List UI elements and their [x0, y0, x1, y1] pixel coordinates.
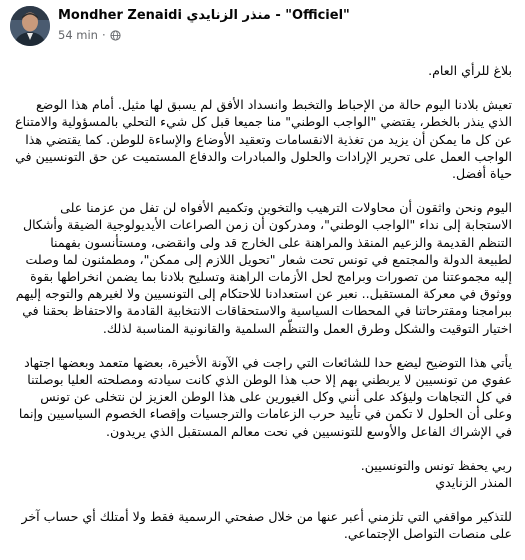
paragraph-4: للتذكير مواقفي التي تلزمني أعبر عنها من خلال صفحتي الرسمية فقط ولا أمتلك أي حساب آخر على منصات التواصل الإجتماعي.: [21, 509, 512, 542]
post-title: بلاغ للرأي العام.: [428, 63, 512, 78]
paragraph-2: اليوم ونحن واثقون أن محاولات الترهيب والتخوين وتكميم الأفواه لن تفل من عزمنا على الاستجابة إلى نداء "الواجب الوطني"، ومدركون أن زمن الصراعات الأيديولوجية الضيقة وأشكال التنظم القديمة والزعيم المنقذ والمراهنة على الخارج قد ولى وانقضى، ومستأنسون بفهمنا لطبيعة الدولة والمجتمع في تونس تحت شعار "تحويل اللازم إلى ممكن"، ومطمئنون لما وصلت إليه مجموعتنا من تصورات وبرامج لحل الأزمات الراهنة وتسليح بلادنا بما يضمن انخراطها بقوة ووثوق في معركة المستقبل.. نعبر عن استعدادنا للاحتكام إلى التونسيين ولا لغيرهم والتوجه إليهم ببرامجنا ومقترحاتنا في المحطات السياسية والاستحقاقات الانتخابية القادمة والاحتفاظ بحقنا في اختيار التوقيت والشكل وطرق العمل والتنظّم السلمية والقانونية المناسبة لذلك.: [15, 200, 512, 336]
meta-separator: ·: [101, 28, 106, 42]
closing-signature: المنذر الزنايدي: [435, 475, 512, 491]
post-header: [10, 6, 515, 46]
closing-prayer: ربي يحفظ تونس والتونسيين.: [360, 457, 512, 473]
paragraph-3: يأتي هذا التوضيح ليضع حدا للشائعات التي راجت في الآونة الأخيرة، بعضها متعمد وبعضها اجتهاد عفوي من تونسيين لا يربطني بهم إلا حب هذا الوطن الذي كانت سيادته ومصلحته العليا بوصلتنا في كل التجاهات وليؤكد على أنني وكل الغيورين على هذا الوطن العزيز لن نتخلى عن تونس وعلى أن الحلول لا تكمن في تأييد حرب الزعامات والترجسيات وإقصاء الخصوم السياسيين وإنما في الإشراك الفاعل والأوسع للتونسيين في نحت معالم المستقبل الذي يريدون.: [18, 354, 512, 439]
paragraph-1: تعيش بلادنا اليوم حالة من الإحباط والتخبط وانسداد الأفق لم يسبق لها مثيل. أمام هذا الوضع الذي ينذر بالخطر، يقتضي "الواجب الوطني" منا جميعا قبل كل شيء التحلي بالمسؤولية والامتناع عن كل ما يمكن أن يزيد من تغذية الانقسامات وتعقيد الأوضاع والإساءة للوطن. كما يقتضي هذا الواجب العمل على تحرير الإرادات والحلول والمبادرات والدفاع المستميت عن حق التونسيين في حياة أفضل.: [15, 97, 512, 182]
avatar[interactable]: [10, 6, 50, 46]
person-avatar-icon: [10, 6, 50, 46]
globe-icon: [110, 30, 121, 41]
author-name[interactable]: Mondher Zenaidi منذر الزنايدي - "Officiel": [58, 8, 350, 23]
post-time[interactable]: 54 min: [58, 28, 98, 42]
post-body: [12, 62, 512, 560]
post-meta: [58, 28, 121, 42]
